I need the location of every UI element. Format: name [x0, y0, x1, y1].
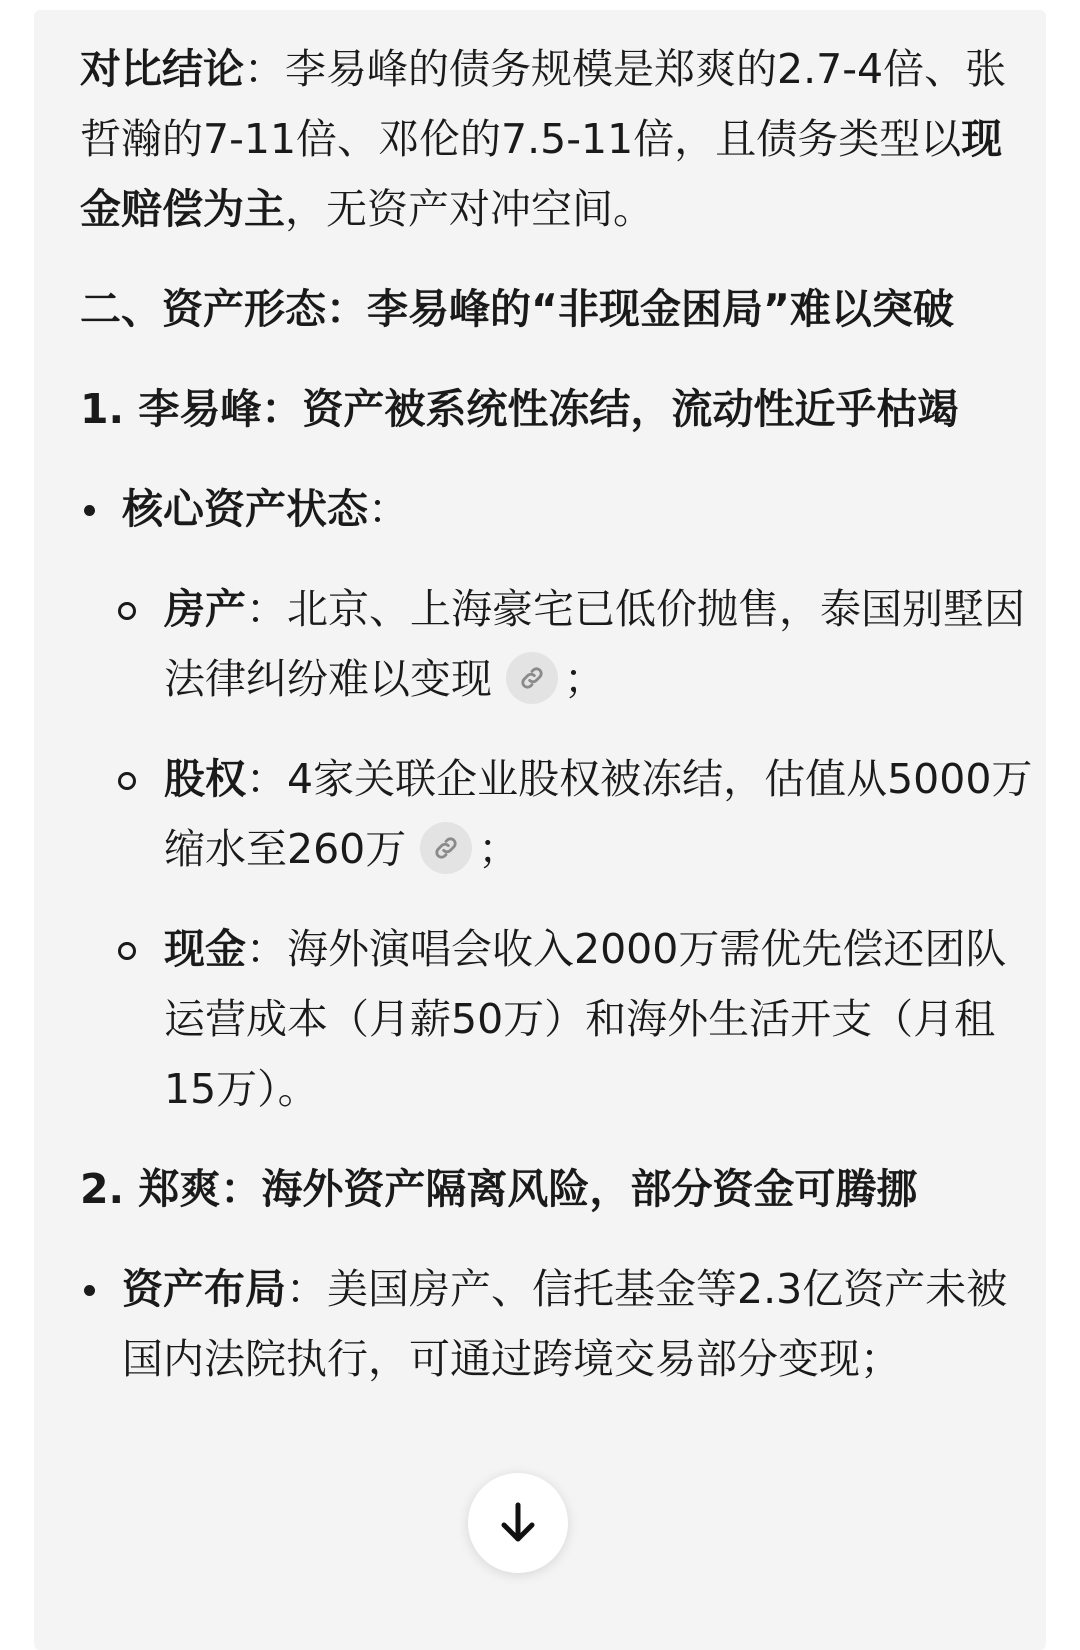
answer-content: [80, 34, 1040, 1394]
sub-bullet-ring: [118, 602, 136, 620]
sub-item-text: ：北京、上海豪宅已低价抛售，泰国别墅因法律纠纷难以变现: [164, 585, 1025, 703]
sub-item-end: ；: [478, 825, 520, 873]
sub-item-label: 房产: [164, 585, 246, 633]
conclusion-bold: 现金赔偿为主: [80, 115, 1003, 233]
bullet-label: 资产布局: [122, 1265, 286, 1313]
sub-bullet-ring: [118, 772, 136, 790]
arrow-down-icon: [498, 1501, 538, 1545]
section-heading: 二、资产形态：李易峰的“非现金困局”难以突破: [80, 285, 954, 333]
bullet-tail: ：: [368, 485, 409, 533]
sub-item-label: 现金: [164, 925, 246, 973]
conclusion-text-a: ：李易峰的债务规模是郑爽的2.7-4倍、张哲瀚的7-11倍、邓伦的7.5-11倍，且债务类型以: [80, 45, 1007, 163]
sub-item-property: [80, 574, 1040, 714]
subsection-heading-1: 1. 李易峰：资产被系统性冻结，流动性近乎枯竭: [80, 385, 959, 433]
bullet-dot: [84, 1285, 95, 1296]
bullet-dot: [84, 505, 95, 516]
sub-item-text: ：海外演唱会收入2000万需优先偿还团队运营成本（月薪50万）和海外生活开支（月租15万）。: [164, 925, 1007, 1113]
bullet-label: 核心资产状态: [122, 485, 368, 533]
scroll-down-button[interactable]: [468, 1473, 568, 1573]
conclusion-text-b: ，无资产对冲空间。: [285, 185, 654, 233]
conclusion-paragraph: [80, 34, 1040, 244]
sub-bullet-ring: [118, 942, 136, 960]
link-icon[interactable]: [420, 822, 472, 874]
sub-item-end: ；: [564, 655, 605, 703]
conclusion-lead: 对比结论: [80, 45, 244, 93]
link-icon[interactable]: [506, 652, 558, 704]
sub-item-cash: [80, 914, 1040, 1124]
sub-item-text: ：4家关联企业股权被冻结，估值从5000万缩水至260万: [164, 755, 1033, 873]
subsection-heading-2: 2. 郑爽：海外资产隔离风险，部分资金可腾挪: [80, 1165, 918, 1213]
bullet-core-assets: [80, 474, 1040, 544]
bullet-text: ：美国房产、信托基金等2.3亿资产未被国内法院执行，可通过跨境交易部分变现；: [122, 1265, 1008, 1383]
sub-item-label: 股权: [164, 755, 246, 803]
sub-item-equity: [80, 744, 1040, 884]
bullet-asset-layout: [80, 1254, 1040, 1394]
